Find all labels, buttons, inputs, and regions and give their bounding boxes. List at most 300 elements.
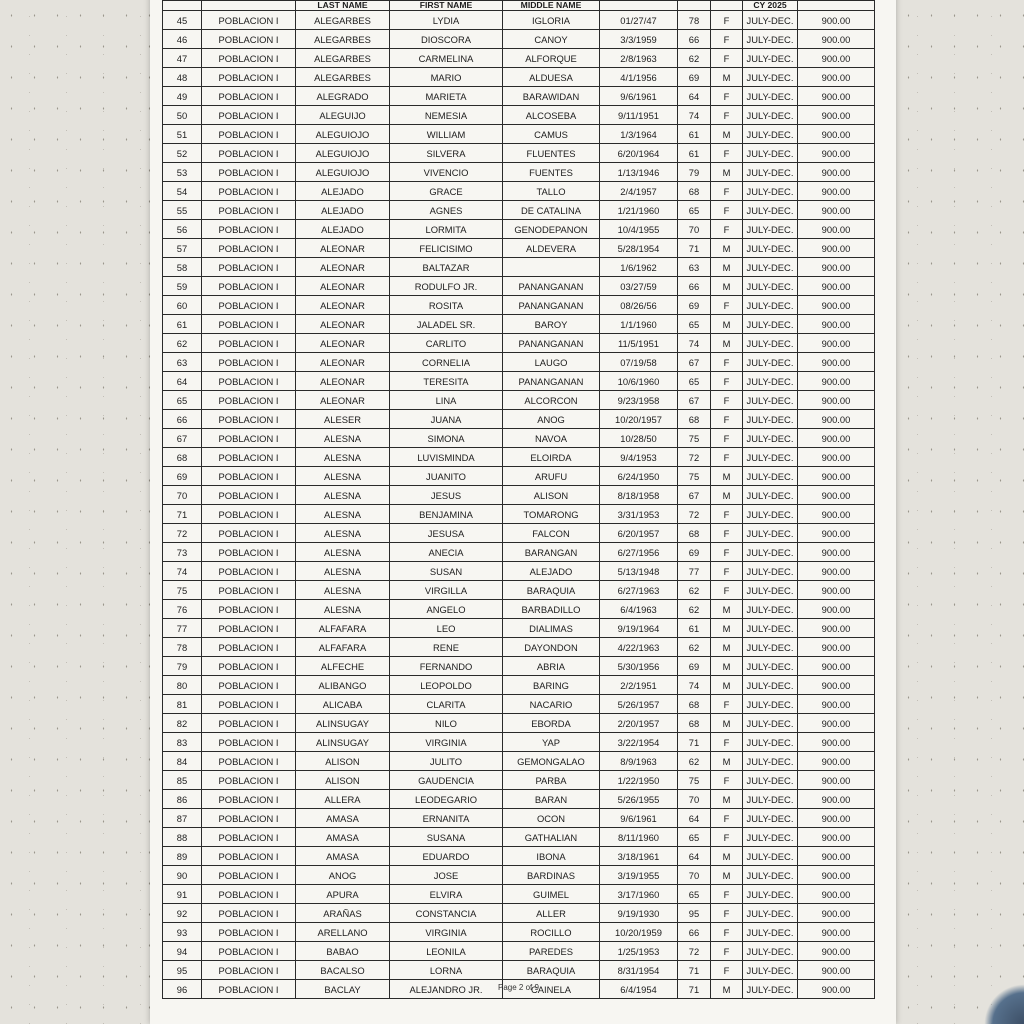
- birthdate-cell: 9/6/1961: [600, 809, 678, 828]
- first-name-cell: LORMITA: [390, 220, 503, 239]
- period-cell: JULY-DEC.: [743, 201, 798, 220]
- first-name-cell: LORNA: [390, 961, 503, 980]
- first-name-cell: TERESITA: [390, 372, 503, 391]
- last-name-cell: BACALSO: [296, 961, 390, 980]
- row-number-cell: 54: [163, 182, 202, 201]
- sex-cell: F: [711, 220, 743, 239]
- table-row: [163, 49, 875, 68]
- period-cell: JULY-DEC.: [743, 30, 798, 49]
- period-cell: JULY-DEC.: [743, 695, 798, 714]
- row-number-cell: 87: [163, 809, 202, 828]
- barangay-cell: POBLACION I: [202, 600, 296, 619]
- period-cell: JULY-DEC.: [743, 600, 798, 619]
- middle-name-cell: FALCON: [503, 524, 600, 543]
- table-row: [163, 828, 875, 847]
- first-name-cell: MARIO: [390, 68, 503, 87]
- first-name-cell: ALEJANDRO JR.: [390, 980, 503, 999]
- amount-cell: 900.00: [798, 429, 875, 448]
- middle-name-cell: BARAQUIA: [503, 961, 600, 980]
- middle-name-cell: BARAQUIA: [503, 581, 600, 600]
- birthdate-cell: 3/19/1955: [600, 866, 678, 885]
- table-row: [163, 600, 875, 619]
- barangay-cell: POBLACION I: [202, 961, 296, 980]
- last-name-cell: ALEONAR: [296, 277, 390, 296]
- col-middle-name-header: MIDDLE NAME: [503, 1, 600, 11]
- age-cell: 70: [678, 866, 711, 885]
- sex-cell: F: [711, 923, 743, 942]
- amount-cell: 900.00: [798, 353, 875, 372]
- age-cell: 72: [678, 505, 711, 524]
- last-name-cell: ALEJADO: [296, 182, 390, 201]
- period-cell: JULY-DEC.: [743, 714, 798, 733]
- barangay-cell: POBLACION I: [202, 771, 296, 790]
- amount-cell: 900.00: [798, 315, 875, 334]
- barangay-cell: POBLACION I: [202, 201, 296, 220]
- first-name-cell: WILLIAM: [390, 125, 503, 144]
- period-cell: JULY-DEC.: [743, 486, 798, 505]
- first-name-cell: GRACE: [390, 182, 503, 201]
- first-name-cell: CLARITA: [390, 695, 503, 714]
- age-cell: 74: [678, 334, 711, 353]
- period-cell: JULY-DEC.: [743, 752, 798, 771]
- middle-name-cell: ANOG: [503, 410, 600, 429]
- period-cell: JULY-DEC.: [743, 676, 798, 695]
- birthdate-cell: 3/3/1959: [600, 30, 678, 49]
- col-age-header: [678, 1, 711, 11]
- row-number-cell: 66: [163, 410, 202, 429]
- amount-cell: 900.00: [798, 524, 875, 543]
- age-cell: 68: [678, 695, 711, 714]
- middle-name-cell: ALDUESA: [503, 68, 600, 87]
- birthdate-cell: 4/1/1956: [600, 68, 678, 87]
- barangay-cell: POBLACION I: [202, 239, 296, 258]
- row-number-cell: 71: [163, 505, 202, 524]
- middle-name-cell: CAMUS: [503, 125, 600, 144]
- barangay-cell: POBLACION I: [202, 543, 296, 562]
- period-cell: JULY-DEC.: [743, 182, 798, 201]
- age-cell: 62: [678, 600, 711, 619]
- last-name-cell: ALEONAR: [296, 315, 390, 334]
- sex-cell: F: [711, 809, 743, 828]
- last-name-cell: ALEONAR: [296, 239, 390, 258]
- page-number: Page 2 of 9: [498, 983, 539, 992]
- first-name-cell: AGNES: [390, 201, 503, 220]
- barangay-cell: POBLACION I: [202, 486, 296, 505]
- barangay-cell: POBLACION I: [202, 410, 296, 429]
- table-row: [163, 448, 875, 467]
- row-number-cell: 59: [163, 277, 202, 296]
- sex-cell: F: [711, 296, 743, 315]
- age-cell: 79: [678, 163, 711, 182]
- last-name-cell: AMASA: [296, 828, 390, 847]
- middle-name-cell: PANANGANAN: [503, 296, 600, 315]
- middle-name-cell: YAP: [503, 733, 600, 752]
- first-name-cell: LEODEGARIO: [390, 790, 503, 809]
- sex-cell: F: [711, 429, 743, 448]
- middle-name-cell: BARAN: [503, 790, 600, 809]
- first-name-cell: MARIETA: [390, 87, 503, 106]
- sex-cell: F: [711, 581, 743, 600]
- age-cell: 75: [678, 771, 711, 790]
- first-name-cell: JESUSA: [390, 524, 503, 543]
- amount-cell: 900.00: [798, 49, 875, 68]
- sex-cell: M: [711, 600, 743, 619]
- sex-cell: F: [711, 733, 743, 752]
- first-name-cell: BENJAMINA: [390, 505, 503, 524]
- birthdate-cell: 5/30/1956: [600, 657, 678, 676]
- last-name-cell: ALFECHE: [296, 657, 390, 676]
- table-row: [163, 505, 875, 524]
- middle-name-cell: ABRIA: [503, 657, 600, 676]
- amount-cell: 900.00: [798, 125, 875, 144]
- table-row: [163, 752, 875, 771]
- first-name-cell: BALTAZAR: [390, 258, 503, 277]
- col-period-header: CY 2025: [743, 1, 798, 11]
- sex-cell: F: [711, 904, 743, 923]
- amount-cell: 900.00: [798, 942, 875, 961]
- col-sex-header: [711, 1, 743, 11]
- last-name-cell: ALEGUIJO: [296, 106, 390, 125]
- sex-cell: F: [711, 87, 743, 106]
- amount-cell: 900.00: [798, 220, 875, 239]
- age-cell: 74: [678, 106, 711, 125]
- middle-name-cell: FLUENTES: [503, 144, 600, 163]
- middle-name-cell: NACARIO: [503, 695, 600, 714]
- barangay-cell: POBLACION I: [202, 866, 296, 885]
- age-cell: 71: [678, 733, 711, 752]
- amount-cell: 900.00: [798, 809, 875, 828]
- age-cell: 71: [678, 961, 711, 980]
- sex-cell: M: [711, 752, 743, 771]
- amount-cell: 900.00: [798, 277, 875, 296]
- barangay-cell: POBLACION I: [202, 885, 296, 904]
- last-name-cell: ALESNA: [296, 524, 390, 543]
- table-row: [163, 904, 875, 923]
- middle-name-cell: LAUGO: [503, 353, 600, 372]
- sex-cell: F: [711, 410, 743, 429]
- table-row: [163, 961, 875, 980]
- first-name-cell: EDUARDO: [390, 847, 503, 866]
- period-cell: JULY-DEC.: [743, 619, 798, 638]
- age-cell: 65: [678, 828, 711, 847]
- amount-cell: 900.00: [798, 657, 875, 676]
- first-name-cell: VIRGINIA: [390, 733, 503, 752]
- first-name-cell: ELVIRA: [390, 885, 503, 904]
- birthdate-cell: 6/20/1964: [600, 144, 678, 163]
- middle-name-cell: NAVOA: [503, 429, 600, 448]
- age-cell: 67: [678, 486, 711, 505]
- table-row: [163, 315, 875, 334]
- last-name-cell: ALEONAR: [296, 334, 390, 353]
- table-row: [163, 125, 875, 144]
- blue-cloth-corner: [984, 984, 1024, 1024]
- sex-cell: F: [711, 353, 743, 372]
- last-name-cell: ALICABA: [296, 695, 390, 714]
- table-row: [163, 182, 875, 201]
- sex-cell: M: [711, 163, 743, 182]
- age-cell: 69: [678, 296, 711, 315]
- age-cell: 75: [678, 429, 711, 448]
- sex-cell: F: [711, 505, 743, 524]
- first-name-cell: CORNELIA: [390, 353, 503, 372]
- sex-cell: F: [711, 942, 743, 961]
- col-birthdate-header: [600, 1, 678, 11]
- sex-cell: F: [711, 695, 743, 714]
- row-number-cell: 86: [163, 790, 202, 809]
- sex-cell: F: [711, 106, 743, 125]
- middle-name-cell: ROCILLO: [503, 923, 600, 942]
- sex-cell: M: [711, 676, 743, 695]
- barangay-cell: POBLACION I: [202, 258, 296, 277]
- middle-name-cell: BARANGAN: [503, 543, 600, 562]
- first-name-cell: JOSE: [390, 866, 503, 885]
- middle-name-cell: ALEJADO: [503, 562, 600, 581]
- birthdate-cell: 9/19/1964: [600, 619, 678, 638]
- amount-cell: 900.00: [798, 980, 875, 999]
- table-row: [163, 885, 875, 904]
- middle-name-cell: EBORDA: [503, 714, 600, 733]
- first-name-cell: ROSITA: [390, 296, 503, 315]
- row-number-cell: 53: [163, 163, 202, 182]
- first-name-cell: VIRGINIA: [390, 923, 503, 942]
- amount-cell: 900.00: [798, 828, 875, 847]
- last-name-cell: ALIBANGO: [296, 676, 390, 695]
- middle-name-cell: DE CATALINA: [503, 201, 600, 220]
- barangay-cell: POBLACION I: [202, 524, 296, 543]
- period-cell: JULY-DEC.: [743, 866, 798, 885]
- row-number-cell: 88: [163, 828, 202, 847]
- birthdate-cell: 3/31/1953: [600, 505, 678, 524]
- table-row: [163, 866, 875, 885]
- middle-name-cell: ALCORCON: [503, 391, 600, 410]
- last-name-cell: BACLAY: [296, 980, 390, 999]
- table-row: [163, 144, 875, 163]
- last-name-cell: ALINSUGAY: [296, 714, 390, 733]
- age-cell: 75: [678, 467, 711, 486]
- barangay-cell: POBLACION I: [202, 106, 296, 125]
- age-cell: 68: [678, 182, 711, 201]
- amount-cell: 900.00: [798, 486, 875, 505]
- sex-cell: F: [711, 828, 743, 847]
- birthdate-cell: 11/5/1951: [600, 334, 678, 353]
- last-name-cell: ALESER: [296, 410, 390, 429]
- age-cell: 62: [678, 581, 711, 600]
- period-cell: JULY-DEC.: [743, 790, 798, 809]
- birthdate-cell: 5/28/1954: [600, 239, 678, 258]
- middle-name-cell: ALISON: [503, 486, 600, 505]
- last-name-cell: ALFAFARA: [296, 619, 390, 638]
- first-name-cell: VIRGILLA: [390, 581, 503, 600]
- birthdate-cell: 1/1/1960: [600, 315, 678, 334]
- row-number-cell: 49: [163, 87, 202, 106]
- birthdate-cell: 1/6/1962: [600, 258, 678, 277]
- row-number-cell: 65: [163, 391, 202, 410]
- period-cell: JULY-DEC.: [743, 828, 798, 847]
- birthdate-cell: 5/26/1957: [600, 695, 678, 714]
- row-number-cell: 67: [163, 429, 202, 448]
- barangay-cell: POBLACION I: [202, 828, 296, 847]
- table-row: [163, 372, 875, 391]
- age-cell: 66: [678, 923, 711, 942]
- row-number-cell: 70: [163, 486, 202, 505]
- period-cell: JULY-DEC.: [743, 49, 798, 68]
- first-name-cell: LEO: [390, 619, 503, 638]
- birthdate-cell: 6/20/1957: [600, 524, 678, 543]
- birthdate-cell: 07/19/58: [600, 353, 678, 372]
- period-cell: JULY-DEC.: [743, 87, 798, 106]
- last-name-cell: ARELLANO: [296, 923, 390, 942]
- barangay-cell: POBLACION I: [202, 676, 296, 695]
- period-cell: JULY-DEC.: [743, 144, 798, 163]
- age-cell: 65: [678, 201, 711, 220]
- barangay-cell: POBLACION I: [202, 315, 296, 334]
- barangay-cell: POBLACION I: [202, 391, 296, 410]
- period-cell: JULY-DEC.: [743, 372, 798, 391]
- sex-cell: M: [711, 790, 743, 809]
- birthdate-cell: 6/4/1963: [600, 600, 678, 619]
- age-cell: 69: [678, 68, 711, 87]
- table-row: [163, 486, 875, 505]
- period-cell: JULY-DEC.: [743, 847, 798, 866]
- barangay-cell: POBLACION I: [202, 714, 296, 733]
- barangay-cell: POBLACION I: [202, 163, 296, 182]
- birthdate-cell: 1/25/1953: [600, 942, 678, 961]
- age-cell: 70: [678, 220, 711, 239]
- age-cell: 66: [678, 30, 711, 49]
- last-name-cell: ALFAFARA: [296, 638, 390, 657]
- birthdate-cell: 6/4/1954: [600, 980, 678, 999]
- amount-cell: 900.00: [798, 30, 875, 49]
- barangay-cell: POBLACION I: [202, 220, 296, 239]
- age-cell: 68: [678, 410, 711, 429]
- age-cell: 95: [678, 904, 711, 923]
- row-number-cell: 47: [163, 49, 202, 68]
- age-cell: 64: [678, 847, 711, 866]
- barangay-cell: POBLACION I: [202, 49, 296, 68]
- first-name-cell: RENE: [390, 638, 503, 657]
- first-name-cell: DIOSCORA: [390, 30, 503, 49]
- row-number-cell: 56: [163, 220, 202, 239]
- amount-cell: 900.00: [798, 391, 875, 410]
- table-row: [163, 771, 875, 790]
- middle-name-cell: GUIMEL: [503, 885, 600, 904]
- middle-name-cell: PANANGANAN: [503, 277, 600, 296]
- middle-name-cell: ARUFU: [503, 467, 600, 486]
- barangay-cell: POBLACION I: [202, 752, 296, 771]
- row-number-cell: 74: [163, 562, 202, 581]
- sex-cell: F: [711, 372, 743, 391]
- amount-cell: 900.00: [798, 904, 875, 923]
- middle-name-cell: CAINELA: [503, 980, 600, 999]
- middle-name-cell: PANANGANAN: [503, 334, 600, 353]
- last-name-cell: ALEGARBES: [296, 49, 390, 68]
- row-number-cell: 91: [163, 885, 202, 904]
- middle-name-cell: BARING: [503, 676, 600, 695]
- sex-cell: M: [711, 277, 743, 296]
- row-number-cell: 79: [163, 657, 202, 676]
- age-cell: 67: [678, 391, 711, 410]
- sex-cell: F: [711, 49, 743, 68]
- barangay-cell: POBLACION I: [202, 847, 296, 866]
- birthdate-cell: 2/2/1951: [600, 676, 678, 695]
- table-row: [163, 68, 875, 87]
- middle-name-cell: IGLORIA: [503, 11, 600, 30]
- first-name-cell: SUSAN: [390, 562, 503, 581]
- amount-cell: 900.00: [798, 961, 875, 980]
- row-number-cell: 55: [163, 201, 202, 220]
- birthdate-cell: 1/13/1946: [600, 163, 678, 182]
- table-row: [163, 30, 875, 49]
- middle-name-cell: GEMONGALAO: [503, 752, 600, 771]
- birthdate-cell: 10/28/50: [600, 429, 678, 448]
- birthdate-cell: 4/22/1963: [600, 638, 678, 657]
- first-name-cell: CARMELINA: [390, 49, 503, 68]
- birthdate-cell: 1/22/1950: [600, 771, 678, 790]
- table-row: [163, 543, 875, 562]
- row-number-cell: 63: [163, 353, 202, 372]
- last-name-cell: ALLERA: [296, 790, 390, 809]
- barangay-cell: POBLACION I: [202, 11, 296, 30]
- first-name-cell: LEONILA: [390, 942, 503, 961]
- sex-cell: F: [711, 391, 743, 410]
- barangay-cell: POBLACION I: [202, 467, 296, 486]
- row-number-cell: 78: [163, 638, 202, 657]
- amount-cell: 900.00: [798, 505, 875, 524]
- first-name-cell: FERNANDO: [390, 657, 503, 676]
- row-number-cell: 75: [163, 581, 202, 600]
- barangay-cell: POBLACION I: [202, 353, 296, 372]
- row-number-cell: 76: [163, 600, 202, 619]
- first-name-cell: ANGELO: [390, 600, 503, 619]
- sex-cell: M: [711, 467, 743, 486]
- last-name-cell: ANOG: [296, 866, 390, 885]
- age-cell: 69: [678, 543, 711, 562]
- amount-cell: 900.00: [798, 410, 875, 429]
- period-cell: JULY-DEC.: [743, 505, 798, 524]
- age-cell: 64: [678, 87, 711, 106]
- sex-cell: F: [711, 562, 743, 581]
- table-body: [163, 11, 875, 999]
- table-row: [163, 733, 875, 752]
- middle-name-cell: TALLO: [503, 182, 600, 201]
- col-last-name-header: LAST NAME: [296, 1, 390, 11]
- table-row: [163, 429, 875, 448]
- sex-cell: M: [711, 847, 743, 866]
- last-name-cell: ALEONAR: [296, 372, 390, 391]
- table-row: [163, 353, 875, 372]
- birthdate-cell: 10/4/1955: [600, 220, 678, 239]
- barangay-cell: POBLACION I: [202, 809, 296, 828]
- period-cell: JULY-DEC.: [743, 885, 798, 904]
- birthdate-cell: 8/18/1958: [600, 486, 678, 505]
- amount-cell: 900.00: [798, 467, 875, 486]
- first-name-cell: SILVERA: [390, 144, 503, 163]
- row-number-cell: 69: [163, 467, 202, 486]
- barangay-cell: POBLACION I: [202, 657, 296, 676]
- period-cell: JULY-DEC.: [743, 980, 798, 999]
- period-cell: JULY-DEC.: [743, 277, 798, 296]
- amount-cell: 900.00: [798, 201, 875, 220]
- table-row: [163, 581, 875, 600]
- table-row: [163, 657, 875, 676]
- amount-cell: 900.00: [798, 771, 875, 790]
- row-number-cell: 85: [163, 771, 202, 790]
- sex-cell: M: [711, 980, 743, 999]
- last-name-cell: ALESNA: [296, 600, 390, 619]
- amount-cell: 900.00: [798, 619, 875, 638]
- last-name-cell: ALEONAR: [296, 353, 390, 372]
- sex-cell: F: [711, 201, 743, 220]
